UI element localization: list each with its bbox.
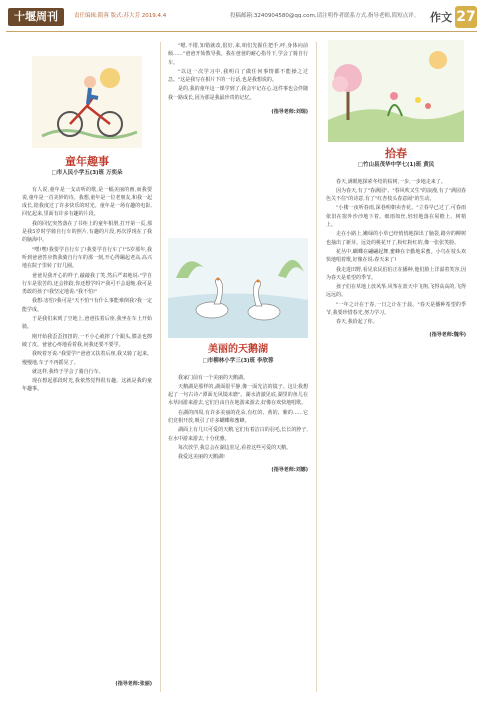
page-header bbox=[0, 0, 483, 34]
swan-lake-illustration bbox=[168, 238, 308, 338]
column-divider bbox=[160, 42, 161, 692]
paragraph: 我走进田野,看见农民伯伯正在播种,他们脸上洋溢着笑容,因为春天是希望的季节。 bbox=[326, 266, 466, 281]
submission-contact: 投稿邮箱:3240904580@qq.com,请注明作者联系方式,指导老师,简短点评。 bbox=[230, 13, 420, 19]
teacher-credit: (指导老师:魏华) bbox=[429, 331, 466, 338]
editorial-credits: 责任编辑:隋蓉 版式:苏大芳 2019.4.4 bbox=[74, 13, 167, 19]
paragraph: 我家门前有一个美丽的天鹅湖。 bbox=[178, 374, 249, 381]
paragraph: 是的,我的童年这一课学到了,我会牢记在心,这件事也会伴随我一路成长,因为那是我最珍贵的记忆。 bbox=[168, 86, 308, 101]
paragraph: 爸爸见我开心的样子,敲敲我了笑,然后严肃地说:"学自行车是很苦的,还会摔跤,你还想学吗?"我可不会退缩,我可是勇敢的孩子!我坚定地说:"我不怕!" bbox=[22, 272, 152, 296]
paragraph: 就这样,我终于学会了骑自行车。 bbox=[32, 368, 104, 375]
article-author: □市柳林小学三(3)班 李欣蓉 bbox=[202, 358, 274, 365]
paragraph: 刚开始我歪歪扭扭的,一不小心就摔了个跟头,膝盖也擦破了皮。爸爸心疼地看着我,问我还要不要学。 bbox=[22, 333, 152, 348]
article-1-column bbox=[22, 155, 152, 395]
paragraph: "嗯,不错,知错就改,很好,来,咱们先握住把手,呼,身体向前倾……"爸爸开始教导我。我在爸爸的耐心指导下,学会了骑自行车。 bbox=[168, 43, 308, 66]
header-rule bbox=[6, 31, 477, 32]
paragraph: 在湖的四周,有许多美丽的花朵,有红的、黄的、紫的……它们竞相开放,吸引了许多蝴蝶和蜜蜂。 bbox=[168, 409, 308, 425]
paragraph: 我爱这美丽的天鹅湖! bbox=[178, 454, 226, 461]
paragraph: 每次放学,我总会在湖边驻足,看着这些可爱的天鹅。 bbox=[178, 444, 292, 451]
bike-illustration bbox=[32, 56, 142, 148]
paragraph: 于是我们来到了空地上,爸爸扶着后座,我坐在车上开始骑。 bbox=[22, 316, 152, 331]
page-number: 27 bbox=[455, 6, 477, 28]
article-title: 拾春 bbox=[385, 147, 407, 160]
spring-illustration bbox=[328, 40, 464, 142]
teacher-credit: (指导老师:刘娜) bbox=[271, 466, 308, 473]
paragraph: "小楼一夜听春雨,深巷明朝卖杏花。"立春早已过了,可春雨依旧在窗外沙沙地下着。细雨如丝,轻轻地落在屋檐上、树梢上。 bbox=[326, 205, 466, 229]
teacher-credit: (指导老师:张丽) bbox=[115, 681, 152, 687]
paragraph: 走在小路上,嫩绿的小草已经悄悄地探出了脑袋,路旁的柳树也抽出了新芽。远处的桃花开了,粉红粉红的,像一张张笑脸。 bbox=[326, 231, 466, 246]
paragraph: 我想:害怕?我可是"天不怕"!有什么事能难倒我?我一定能学成。 bbox=[22, 298, 152, 313]
article-4-column bbox=[326, 147, 466, 339]
paragraph: "以这一次学习中,我明白了做任何事情都不能操之过急。"这是我写在相片下的一行话,也是我想说的。 bbox=[168, 68, 308, 84]
paragraph: 春天,满眼地探索冬结的枯树,一步,一步地走来了。 bbox=[336, 178, 446, 185]
paragraph: 有人说,童年是一支动听的歌,是一幅美丽的画,而我要说,童年是一首美妙的诗。我想,童年是一位老朋友,和我一起成长,陪我度过了许多快乐的时光。童年是一场有趣的电影,回忆起来,里面有许多有趣的片段。 bbox=[22, 186, 152, 218]
paragraph: 孩子们在草地上放风筝,风筝在蓝天中飞翔,飞得高高的,飞得远远的。 bbox=[326, 284, 466, 299]
teacher-credit: (指导老师:刘瑞) bbox=[271, 109, 308, 116]
paragraph: 我咬着牙说:"我要学!"爸爸又扶着后座,我又骑了起来。慢慢地,车子不再摇晃了。 bbox=[22, 351, 152, 366]
masthead: 十堰周刊 bbox=[8, 8, 64, 26]
article-title: 美丽的天鹅湖 bbox=[208, 344, 268, 355]
paragraph: 天鹅湖是那样的,湖面很平静,像一面光洁的镜子。这让我想起了一句古诗:"潭面无风镜未磨"。湖水清澈见底,湖里的鱼儿在水草间游来游去,它们自由自在地游来游去,好像在欢快地唱歌。 bbox=[168, 383, 308, 407]
article-author: □竹山县茂华中学七(1)班 黄民 bbox=[357, 162, 435, 169]
paragraph: 我的回忆突然落在了书柜上的童年相册,打开第一页,那是我5岁时学骑自行车的照片,有趣的片段,再次浮现在了我的脑海中。 bbox=[22, 220, 152, 244]
paragraph: 花丛中,蝴蝶在翩翩起舞,蜜蜂在辛勤地采蜜。小鸟在枝头欢快地唱着歌,好像在说:春天来了! bbox=[326, 248, 466, 264]
section-name: 作文 bbox=[430, 11, 452, 24]
article-title: 童年趣事 bbox=[65, 155, 109, 168]
paragraph: "一年之计在于春,一日之计在于晨。"春天是播种希望的季节,我要珍惜春光,努力学习。 bbox=[326, 301, 466, 317]
paragraph: 春天,我拾起了你。 bbox=[336, 319, 378, 326]
paragraph: "嘿!嘿!我要学自行车了!我要学自行车了!"5岁那年,我听到爸爸答应教我骑自行车的那一刻,开心得蹦起老高,高兴地在院子里转了好几圈。 bbox=[22, 246, 152, 270]
paragraph: 现在想起那段时光,我依然觉得很有趣。这就是我的童年趣事。 bbox=[22, 378, 152, 393]
article-3-column bbox=[168, 346, 308, 474]
article-2-continued bbox=[168, 42, 308, 116]
paragraph: 湖面上有几只可爱的天鹅,它们有着洁白的羽毛,长长的脖子,在水中游来游去,十分优雅。 bbox=[168, 427, 308, 442]
paragraph: 因为春天,有了"春满园"、"春风吹又生"的浪漫,有了"满园春色关不住"的诗意,有了"红杏枝头春意闹"的生动。 bbox=[326, 187, 466, 203]
article-author: □市人民小学五(3)班 万奕朵 bbox=[51, 170, 123, 177]
column-divider bbox=[316, 42, 317, 692]
